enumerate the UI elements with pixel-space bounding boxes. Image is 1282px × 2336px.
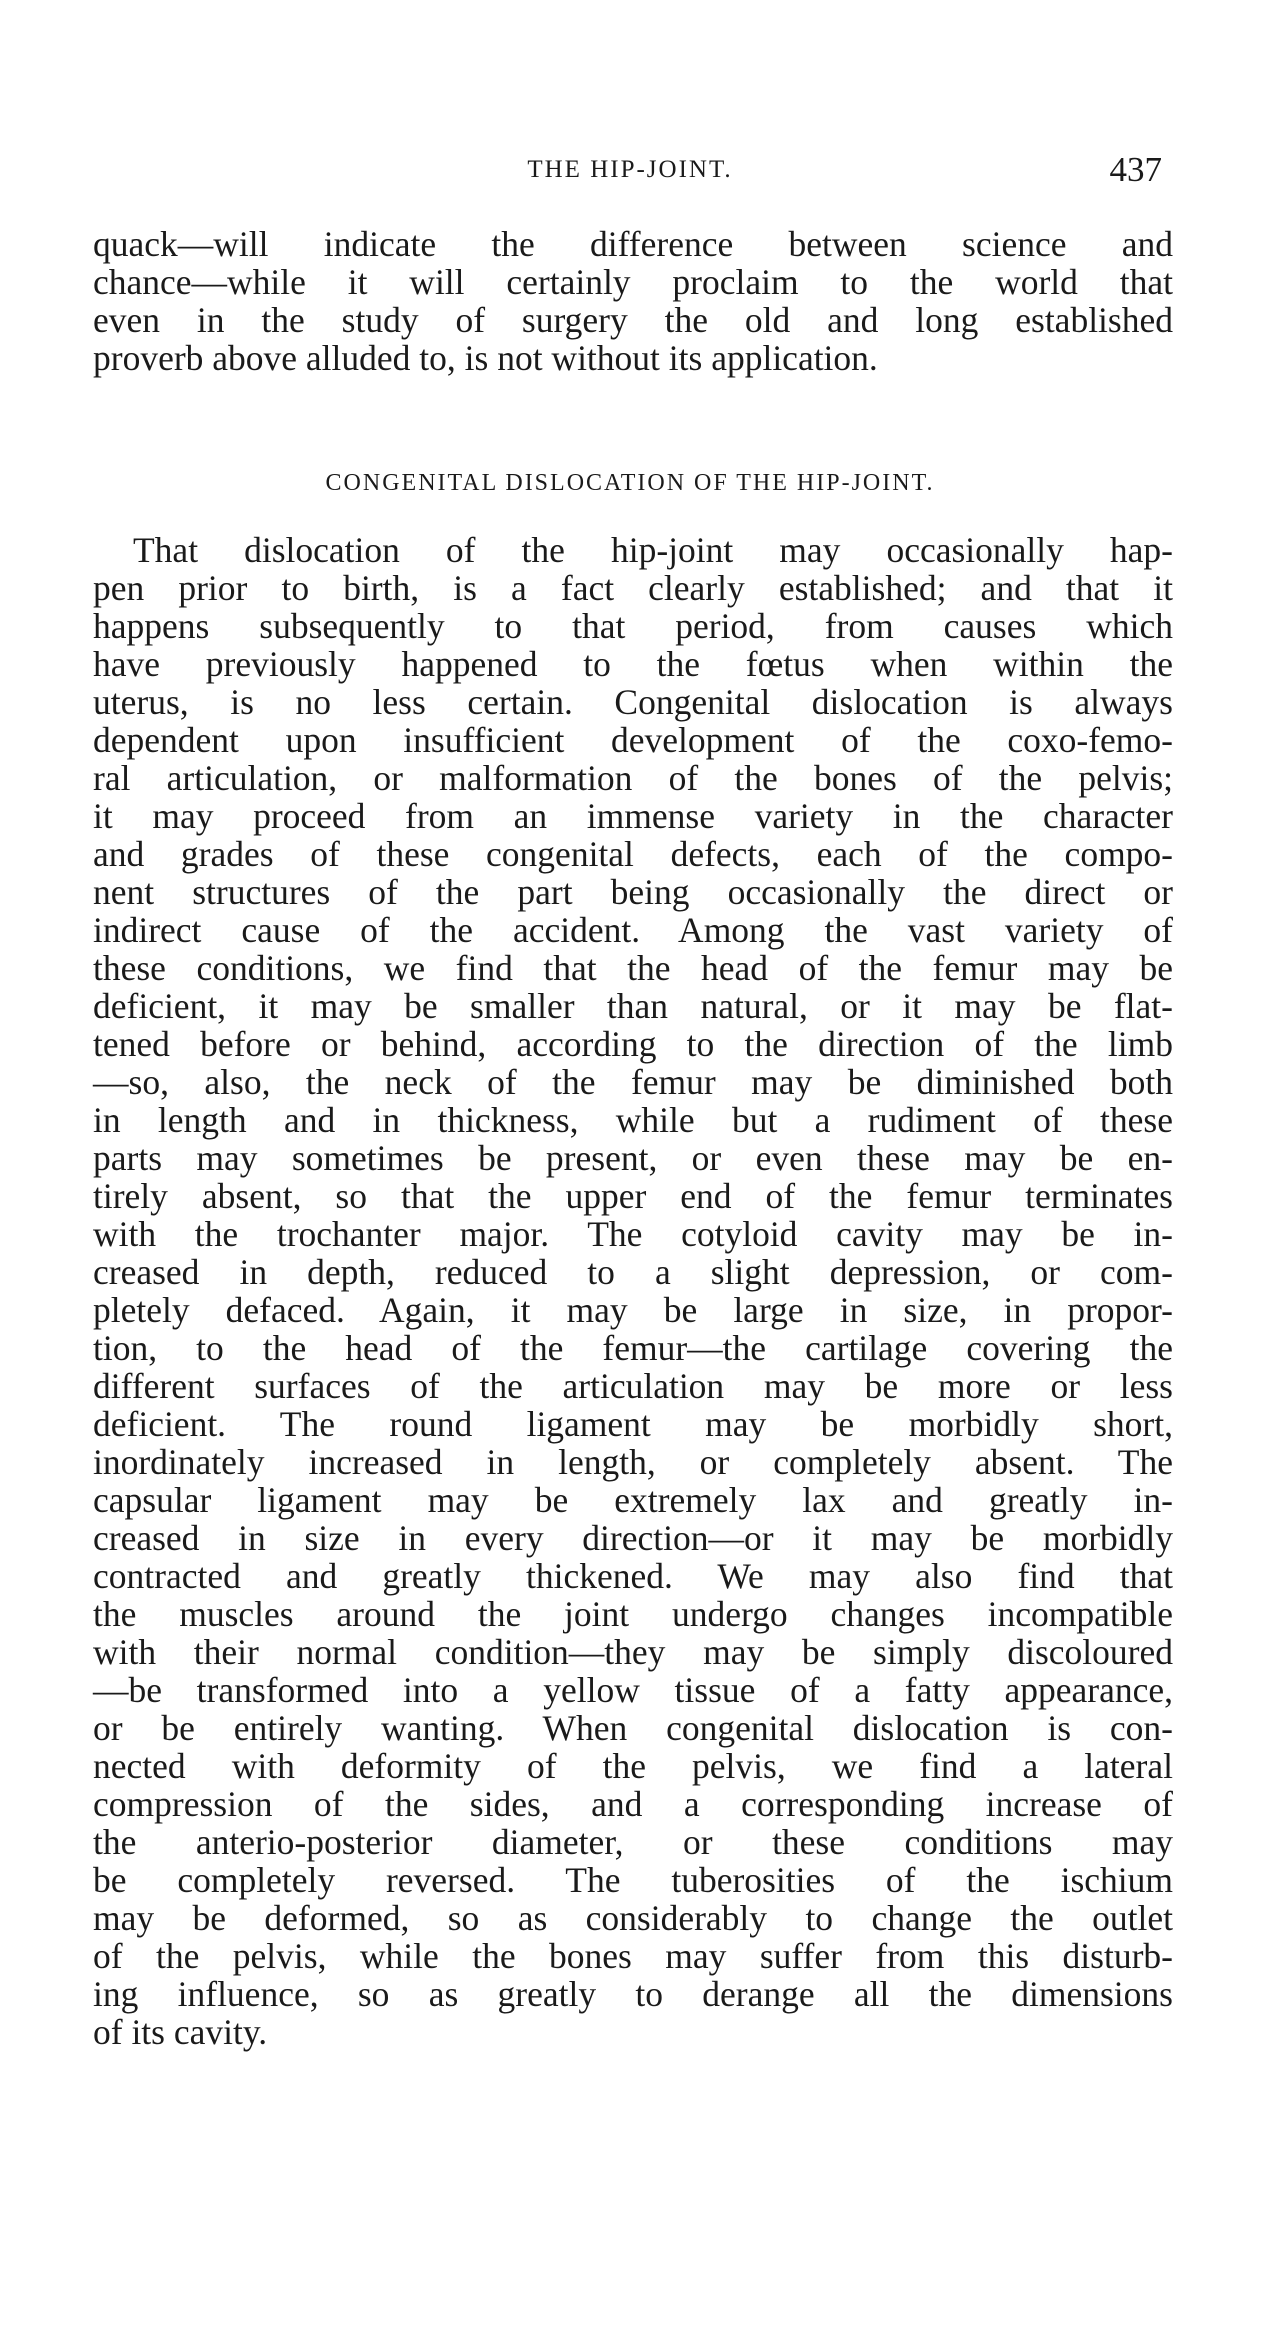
text-line: proverb above alluded to, is not without its application. (93, 338, 878, 378)
text-line: contracted and greatly thickened. We may also find that (93, 1556, 1173, 1596)
text-line: even in the study of surgery the old and long established (93, 300, 1173, 340)
text-line: uterus, is no less certain. Congenital dislocation is always (93, 682, 1173, 722)
text-line: may be deformed, so as considerably to change the outlet (93, 1898, 1173, 1938)
text-line: nent structures of the part being occasionally the direct or (93, 872, 1173, 912)
text-line: with their normal condition—they may be simply discoloured (93, 1632, 1173, 1672)
text-line: tened before or behind, according to the direction of the limb (93, 1024, 1173, 1064)
text-line: have previously happened to the fœtus when within the (93, 644, 1173, 684)
text-line: tirely absent, so that the upper end of the femur terminates (93, 1176, 1173, 1216)
text-line: and grades of these congenital defects, each of the compo- (93, 834, 1173, 874)
text-line: inordinately increased in length, or completely absent. The (93, 1442, 1173, 1482)
text-line: —be transformed into a yellow tissue of a fatty appearance, (93, 1670, 1173, 1710)
text-line: with the trochanter major. The cotyloid cavity may be in- (93, 1214, 1173, 1254)
text-line: of its cavity. (93, 2012, 268, 2052)
text-line: quack—will indicate the difference between science and (93, 224, 1173, 264)
text-line: chance—while it will certainly proclaim to the world that (93, 262, 1173, 302)
text-line: pen prior to birth, is a fact clearly established; and that it (93, 568, 1173, 608)
text-line: creased in size in every direction—or it may be morbidly (93, 1518, 1173, 1558)
text-line: deficient. The round ligament may be morbidly short, (93, 1404, 1173, 1444)
text-line: deficient, it may be smaller than natural, or it may be flat- (93, 986, 1173, 1026)
text-line: That dislocation of the hip-joint may occasionally hap- (133, 530, 1173, 570)
text-line: ral articulation, or malformation of the bones of the pelvis; (93, 758, 1173, 798)
text-line: different surfaces of the articulation may be more or less (93, 1366, 1173, 1406)
text-line: in length and in thickness, while but a rudiment of these (93, 1100, 1173, 1140)
text-line: these conditions, we find that the head of the femur may be (93, 948, 1173, 988)
text-line: or be entirely wanting. When congenital dislocation is con- (93, 1708, 1173, 1748)
text-line: pletely defaced. Again, it may be large in size, in propor- (93, 1290, 1173, 1330)
running-title: THE HIP-JOINT. (527, 156, 733, 183)
text-line: dependent upon insufficient development of the coxo-femo- (93, 720, 1173, 760)
text-line: nected with deformity of the pelvis, we find a lateral (93, 1746, 1173, 1786)
text-line: compression of the sides, and a corresponding increase of (93, 1784, 1173, 1824)
text-line: the anterio-posterior diameter, or these conditions may (93, 1822, 1173, 1862)
page-number: 437 (1109, 150, 1162, 189)
text-line: capsular ligament may be extremely lax and greatly in- (93, 1480, 1173, 1520)
section-heading: CONGENITAL DISLOCATION OF THE HIP-JOINT. (325, 470, 935, 496)
text-line: of the pelvis, while the bones may suffer from this disturb- (93, 1936, 1173, 1976)
text-line: it may proceed from an immense variety in the character (93, 796, 1173, 836)
text-line: the muscles around the joint undergo changes incompatible (93, 1594, 1173, 1634)
text-line: —so, also, the neck of the femur may be diminished both (93, 1062, 1173, 1102)
running-head (90, 150, 1170, 194)
text-line: tion, to the head of the femur—the cartilage covering the (93, 1328, 1173, 1368)
text-line: ing influence, so as greatly to derange all the dimensions (93, 1974, 1173, 2014)
text-line: creased in depth, reduced to a slight depression, or com- (93, 1252, 1173, 1292)
text-line: parts may sometimes be present, or even these may be en- (93, 1138, 1173, 1178)
text-line: be completely reversed. The tuberosities of the ischium (93, 1860, 1173, 1900)
text-line: happens subsequently to that period, from causes which (93, 606, 1173, 646)
text-line: indirect cause of the accident. Among the vast variety of (93, 910, 1173, 950)
